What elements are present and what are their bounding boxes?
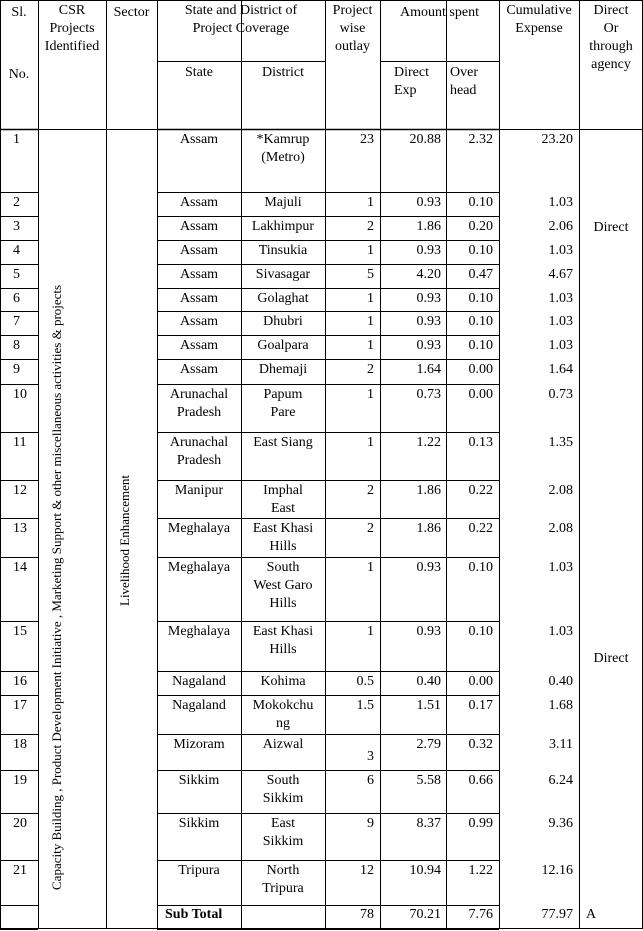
row-direct-exp: 1.64	[416, 362, 441, 377]
subtotal-direct-exp: 70.21	[409, 907, 441, 922]
row-district: West Garo	[253, 578, 313, 593]
row-overhead: 0.13	[468, 435, 493, 450]
row-outlay: 9	[367, 816, 374, 831]
row-sl-number: 1	[13, 132, 20, 147]
row-sl-number: 7	[13, 314, 20, 329]
row-direct-exp: 4.20	[416, 267, 441, 282]
row-state: Sikkim	[178, 816, 220, 831]
row-direct-exp: 10.94	[409, 863, 441, 878]
row-direct-exp: 0.73	[416, 387, 441, 402]
row-cumulative: 23.20	[541, 132, 573, 147]
row-overhead: 0.17	[468, 698, 493, 713]
row-sl-number: 11	[13, 435, 27, 450]
row-district: Pare	[270, 405, 296, 420]
row-sl-number: 21	[13, 863, 27, 878]
row-overhead: 1.22	[468, 863, 493, 878]
row-cumulative: 1.64	[548, 362, 573, 377]
row-district: Tripura	[262, 881, 304, 896]
row-sl-number: 3	[13, 219, 20, 234]
row-district: ng	[276, 716, 290, 731]
row-cumulative: 0.73	[548, 387, 573, 402]
row-sl-number: 12	[13, 483, 27, 498]
row-state: Assam	[179, 362, 219, 377]
row-outlay: 1	[367, 387, 374, 402]
row-overhead: 0.00	[468, 674, 493, 689]
row-state: Meghalaya	[167, 624, 231, 639]
subtotal-overhead: 7.76	[468, 907, 493, 922]
row-direct-exp: 1.86	[416, 483, 441, 498]
row-overhead: 0.10	[468, 338, 493, 353]
row-state: Assam	[179, 132, 219, 147]
row-state: Nagaland	[172, 698, 226, 713]
row-overhead: 0.32	[468, 737, 493, 752]
sector-vertical-text: Livelihood Enhancement	[117, 474, 132, 606]
row-sl-number: 13	[13, 521, 27, 536]
header-agency-line3: through	[589, 39, 633, 54]
row-cumulative: 12.16	[541, 863, 573, 878]
row-direct-exp: 0.93	[416, 560, 441, 575]
row-sl-number: 8	[13, 338, 20, 353]
row-overhead: 0.20	[468, 219, 493, 234]
row-state: Mizoram	[173, 737, 225, 752]
row-sl-number: 17	[13, 698, 27, 713]
row-cumulative: 1.68	[548, 698, 573, 713]
header-outlay-line1: Project	[332, 3, 373, 18]
row-overhead: 0.47	[468, 267, 493, 282]
row-outlay: 1	[367, 243, 374, 258]
row-sl-number: 20	[13, 816, 27, 831]
row-outlay: 1	[367, 624, 374, 639]
row-district: Tinsukia	[258, 243, 308, 258]
row-cumulative: 4.67	[548, 267, 573, 282]
row-sl-number: 18	[13, 737, 27, 752]
row-district: *Kamrup	[256, 132, 310, 147]
row-cumulative: 2.06	[548, 219, 573, 234]
row-district: Majuli	[264, 195, 302, 210]
row-outlay: 2	[367, 483, 374, 498]
row-sl-number: 2	[13, 195, 20, 210]
row-direct-exp: 5.58	[416, 773, 441, 788]
row-outlay: 6	[367, 773, 374, 788]
row-district: Golaghat	[257, 291, 309, 306]
row-cumulative: 1.03	[548, 560, 573, 575]
row-overhead: 0.99	[468, 816, 493, 831]
row-district: East	[270, 816, 296, 831]
row-outlay: 1	[367, 435, 374, 450]
row-overhead: 0.10	[468, 291, 493, 306]
row-outlay: 1.5	[356, 698, 374, 713]
row-district: Sivasagar	[255, 267, 311, 282]
row-cumulative: 2.08	[548, 483, 573, 498]
header-direct-exp-line2: Exp	[394, 83, 417, 98]
header-overhead-line2: head	[450, 83, 477, 98]
row-district: South	[266, 773, 300, 788]
header-cumulative-line1: Cumulative	[506, 3, 572, 18]
row-cumulative: 0.40	[548, 674, 573, 689]
header-district: District	[262, 65, 304, 80]
row-district: Hills	[269, 642, 297, 657]
row-overhead: 0.10	[468, 243, 493, 258]
header-state-district-line2: Project Coverage	[192, 21, 290, 36]
agency-label-direct-1: Direct	[593, 220, 629, 235]
row-outlay: 2	[367, 362, 374, 377]
row-state: Assam	[179, 195, 219, 210]
row-district: Aizwal	[262, 737, 304, 752]
row-cumulative: 1.03	[548, 624, 573, 639]
row-state: Assam	[179, 338, 219, 353]
header-csr-line1: CSR	[58, 3, 86, 18]
row-overhead: 0.10	[468, 195, 493, 210]
row-sl-number: 16	[13, 674, 27, 689]
row-district: Imphal	[263, 483, 303, 498]
row-district: (Metro)	[261, 150, 305, 165]
row-outlay: 1	[367, 195, 374, 210]
row-overhead: 0.22	[468, 521, 493, 536]
subtotal-agency: A	[586, 907, 597, 922]
row-district: South	[266, 560, 300, 575]
row-outlay: 2	[367, 219, 374, 234]
row-cumulative: 1.03	[548, 338, 573, 353]
row-state: Arunachal	[169, 435, 229, 450]
row-outlay: 1	[367, 314, 374, 329]
row-state: Nagaland	[172, 674, 226, 689]
row-direct-exp: 0.93	[416, 624, 441, 639]
row-overhead: 0.10	[468, 624, 493, 639]
row-state: Assam	[179, 314, 219, 329]
header-state: State	[185, 65, 213, 80]
row-state: Assam	[179, 291, 219, 306]
row-district: Dhubri	[263, 314, 303, 329]
row-state: Manipur	[174, 483, 224, 498]
row-outlay: 3	[367, 749, 374, 764]
header-agency-line4: agency	[591, 57, 631, 72]
row-overhead: 0.00	[468, 387, 493, 402]
row-overhead: 0.66	[468, 773, 493, 788]
row-sl-number: 19	[13, 773, 27, 788]
row-direct-exp: 0.40	[416, 674, 441, 689]
csr-projects-vertical-text: Capacity Building , Product Development Initiative , Marketing Support & other miscellaneous activities & projects	[49, 284, 64, 890]
row-sl-number: 15	[13, 624, 27, 639]
row-cumulative: 3.11	[549, 737, 573, 752]
row-sl-number: 9	[13, 362, 20, 377]
header-overhead-line1: Over	[450, 65, 478, 80]
row-outlay: 12	[360, 863, 374, 878]
row-sl-number: 14	[13, 560, 27, 575]
row-direct-exp: 1.22	[416, 435, 441, 450]
row-overhead: 2.32	[468, 132, 493, 147]
header-amount-spent: Amount spent	[400, 5, 479, 20]
row-state: Assam	[179, 219, 219, 234]
row-cumulative: 1.03	[548, 243, 573, 258]
row-overhead: 0.22	[468, 483, 493, 498]
row-outlay: 1	[367, 338, 374, 353]
row-outlay: 0.5	[356, 674, 374, 689]
row-sl-number: 10	[13, 387, 27, 402]
row-cumulative: 2.08	[548, 521, 573, 536]
row-district: Papum	[263, 387, 303, 402]
row-state: Meghalaya	[167, 560, 231, 575]
header-csr-line2: Projects	[49, 21, 95, 36]
row-cumulative: 1.35	[548, 435, 573, 450]
row-district: North	[266, 863, 300, 878]
row-state: Pradesh	[176, 405, 222, 420]
row-district: Sikkim	[262, 834, 304, 849]
row-sl-number: 6	[13, 291, 20, 306]
agency-label-direct-2: Direct	[593, 651, 629, 666]
row-state: Arunachal	[169, 387, 229, 402]
row-direct-exp: 0.93	[416, 338, 441, 353]
row-district: East Khasi	[252, 521, 314, 536]
row-overhead: 0.10	[468, 314, 493, 329]
row-direct-exp: 2.79	[416, 737, 441, 752]
row-sl-number: 4	[13, 243, 20, 258]
header-sl-label: Sl.	[11, 5, 27, 20]
row-outlay: 5	[367, 267, 374, 282]
row-direct-exp: 1.51	[416, 698, 441, 713]
header-direct-exp-line1: Direct	[394, 65, 429, 80]
row-district: Sikkim	[262, 791, 304, 806]
row-cumulative: 1.03	[548, 291, 573, 306]
row-cumulative: 9.36	[548, 816, 573, 831]
row-state: Assam	[179, 243, 219, 258]
subtotal-cumulative: 77.97	[541, 907, 573, 922]
header-outlay-line3: outlay	[335, 39, 370, 54]
header-cumulative-line2: Expense	[515, 21, 563, 36]
row-state: Meghalaya	[167, 521, 231, 536]
row-cumulative: 6.24	[548, 773, 573, 788]
row-state: Pradesh	[176, 453, 222, 468]
row-district: Hills	[269, 596, 297, 611]
row-direct-exp: 1.86	[416, 219, 441, 234]
row-district: East	[270, 501, 296, 516]
row-district: Kohima	[260, 674, 306, 689]
row-district: Dhemaji	[258, 362, 308, 377]
row-district: East Siang	[253, 435, 313, 450]
row-cumulative: 1.03	[548, 314, 573, 329]
row-overhead: 0.00	[468, 362, 493, 377]
row-cumulative: 1.03	[548, 195, 573, 210]
row-outlay: 1	[367, 560, 374, 575]
row-district: East Khasi	[252, 624, 314, 639]
row-direct-exp: 0.93	[416, 243, 441, 258]
row-sl-number: 5	[13, 267, 20, 282]
header-state-district-line1: State and District of	[184, 3, 298, 18]
row-direct-exp: 0.93	[416, 314, 441, 329]
header-no-label: No.	[8, 67, 30, 82]
row-state: Tripura	[178, 863, 220, 878]
row-direct-exp: 0.93	[416, 291, 441, 306]
row-direct-exp: 1.86	[416, 521, 441, 536]
header-agency-line2: Or	[603, 21, 619, 36]
subtotal-label: Sub Total	[165, 907, 223, 922]
row-direct-exp: 8.37	[416, 816, 441, 831]
row-direct-exp: 0.93	[416, 195, 441, 210]
row-outlay: 23	[360, 132, 374, 147]
row-district: Goalpara	[257, 338, 309, 353]
row-outlay: 1	[367, 291, 374, 306]
subtotal-outlay: 78	[360, 907, 374, 922]
header-outlay-line2: wise	[339, 21, 366, 36]
header-sector: Sector	[113, 5, 150, 20]
row-state: Sikkim	[178, 773, 220, 788]
row-district: Lakhimpur	[251, 219, 315, 234]
row-outlay: 2	[367, 521, 374, 536]
row-district: Hills	[269, 539, 297, 554]
header-agency-line1: Direct	[593, 3, 629, 18]
row-state: Assam	[179, 267, 219, 282]
row-overhead: 0.10	[468, 560, 493, 575]
row-district: Mokokchu	[252, 698, 314, 713]
header-csr-line3: Identified	[44, 39, 100, 54]
row-direct-exp: 20.88	[409, 132, 441, 147]
